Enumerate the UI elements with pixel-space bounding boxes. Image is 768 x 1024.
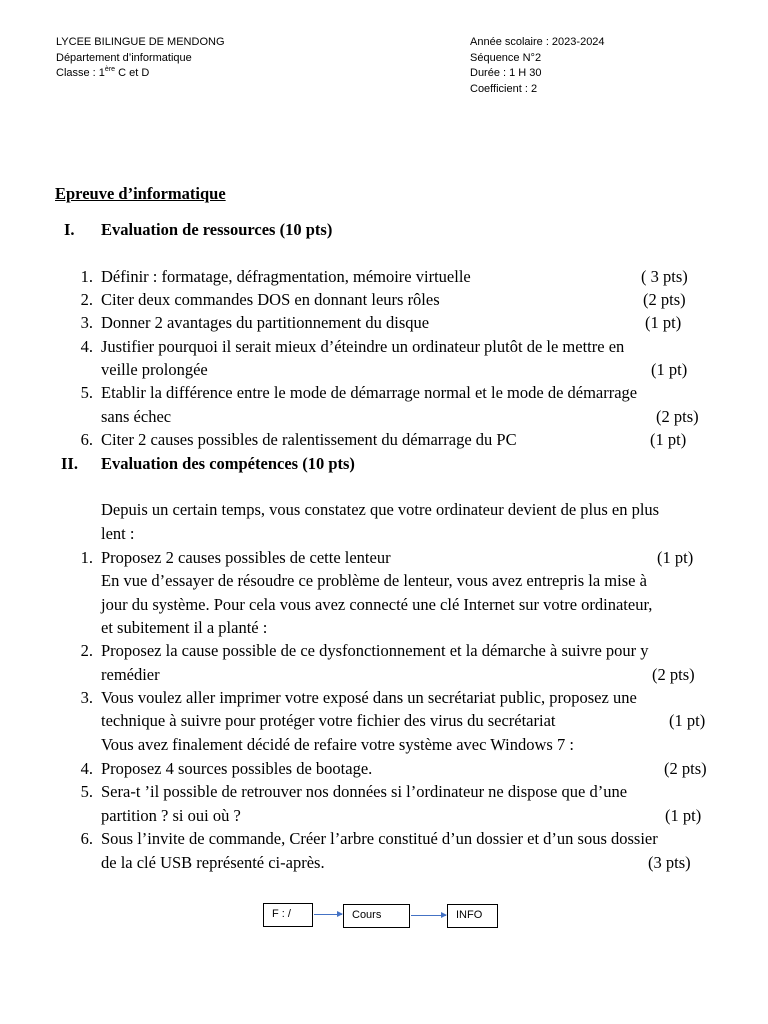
class-prefix: Classe : 1 — [56, 67, 105, 79]
school-year: Année scolaire : 2023-2024 — [470, 36, 605, 48]
s1-item-3-points: (1 pt) — [645, 313, 682, 332]
root-drive-label: F : / — [272, 908, 291, 920]
subfolder-box — [447, 904, 498, 928]
s1-item-6-text: Citer 2 causes possibles de ralentissement du démarrage du PC — [101, 430, 517, 449]
section-1-title: Evaluation de ressources (10 pts) — [101, 220, 333, 239]
section-2-title: Evaluation des compétences (10 pts) — [101, 454, 355, 473]
s1-item-6-number: 6. — [80, 430, 93, 449]
s1-item-2-points: (2 pts) — [643, 290, 686, 309]
arrow-root-to-folder — [314, 914, 342, 915]
s1-item-3-number: 3. — [80, 313, 93, 332]
s2-intro-line-2: lent : — [101, 524, 135, 543]
s1-item-1-number: 1. — [80, 267, 93, 286]
s1-item-5-points: (2 pts) — [656, 407, 699, 426]
s1-item-1-points: ( 3 pts) — [641, 267, 688, 286]
s2-item-5-points: (1 pt) — [665, 806, 702, 825]
s2-item-6-number: 6. — [80, 829, 93, 848]
department-name: Département d’informatique — [56, 51, 192, 64]
s2-item-2-number: 2. — [80, 641, 93, 660]
s2-item-4-number: 4. — [80, 759, 93, 778]
s1-item-5-text-line-2: sans échec — [101, 407, 172, 426]
header-left — [56, 35, 225, 82]
s2-item-1-points: (1 pt) — [657, 548, 694, 567]
s2-item-3-points: (1 pt) — [669, 711, 706, 730]
header-right — [470, 35, 605, 97]
s1-item-1-text: Définir : formatage, défragmentation, mémoire virtuelle — [101, 267, 471, 286]
s2-item-2-text-line-2: remédier — [101, 665, 160, 684]
s2-item-1-number: 1. — [80, 548, 93, 567]
s1-item-2-number: 2. — [80, 290, 93, 309]
subfolder-label: INFO — [456, 909, 483, 921]
s1-item-2-text: Citer deux commandes DOS en donnant leurs rôles — [101, 290, 440, 309]
arrow-folder-to-subfolder — [411, 915, 446, 916]
s2-context-2: Vous avez finalement décidé de refaire votre système avec Windows 7 : — [101, 735, 574, 754]
school-name: LYCEE BILINGUE DE MENDONG — [56, 36, 225, 48]
s2-item-1-text: Proposez 2 causes possibles de cette lenteur — [101, 548, 391, 567]
s2-context-1-line-3: et subitement il a planté : — [101, 618, 268, 637]
s1-item-5-number: 5. — [80, 383, 93, 402]
s2-item-3-text-line-2: technique à suivre pour protéger votre fichier des virus du secrétariat — [101, 711, 556, 730]
section-1-number: I. — [64, 220, 75, 239]
s2-context-1-line-1: En vue d’essayer de résoudre ce problème de lenteur, vous avez entrepris la mise à — [101, 571, 647, 590]
s2-item-5-number: 5. — [80, 782, 93, 801]
coefficient-label: Coefficient : 2 — [470, 82, 538, 95]
duration-label: Durée : 1 H 30 — [470, 67, 542, 79]
s1-item-4-text-line-2: veille prolongée — [101, 360, 208, 379]
folder-box — [343, 904, 410, 928]
s2-item-3-text-line-1: Vous voulez aller imprimer votre exposé dans un secrétariat public, proposez une — [101, 688, 637, 707]
exam-title: Epreuve d’informatique — [55, 184, 226, 203]
s2-item-3-number: 3. — [80, 688, 93, 707]
s2-item-6-text-line-2: de la clé USB représenté ci-après. — [101, 853, 325, 872]
class-label — [56, 66, 225, 82]
sequence-label: Séquence N°2 — [470, 51, 542, 64]
s2-intro-line-1: Depuis un certain temps, vous constatez que votre ordinateur devient de plus en plus — [101, 500, 660, 519]
s2-item-6-points: (3 pts) — [648, 853, 691, 872]
s1-item-6-points: (1 pt) — [650, 430, 687, 449]
s2-item-2-text-line-1: Proposez la cause possible de ce dysfonctionnement et la démarche à suivre pour y — [101, 641, 649, 660]
s2-context-1-line-2: jour du système. Pour cela vous avez connecté une clé Internet sur votre ordinateur, — [101, 595, 653, 614]
s1-item-3-text: Donner 2 avantages du partitionnement du disque — [101, 313, 430, 332]
class-sup: ère — [104, 66, 116, 73]
class-suffix: C et D — [115, 67, 150, 79]
s1-item-4-points: (1 pt) — [651, 360, 688, 379]
s2-item-6-text-line-1: Sous l’invite de commande, Créer l’arbre constitué d’un dossier et d’un sous dossier — [101, 829, 658, 848]
s2-item-4-text: Proposez 4 sources possibles de bootage. — [101, 759, 373, 778]
section-2-number: II. — [61, 454, 78, 473]
s1-item-4-number: 4. — [80, 337, 93, 356]
root-drive-box — [263, 903, 313, 927]
s1-item-5-text-line-1: Etablir la différence entre le mode de démarrage normal et le mode de démarrage — [101, 383, 638, 402]
s2-item-5-text-line-2: partition ? si oui où ? — [101, 806, 241, 825]
s1-item-4-text-line-1: Justifier pourquoi il serait mieux d’éteindre un ordinateur plutôt de le mettre en — [101, 337, 625, 356]
folder-label: Cours — [352, 909, 382, 921]
s2-item-2-points: (2 pts) — [652, 665, 695, 684]
s2-item-5-text-line-1: Sera-t ’il possible de retrouver nos données si l’ordinateur ne dispose que d’une — [101, 782, 628, 801]
s2-item-4-points: (2 pts) — [664, 759, 707, 778]
